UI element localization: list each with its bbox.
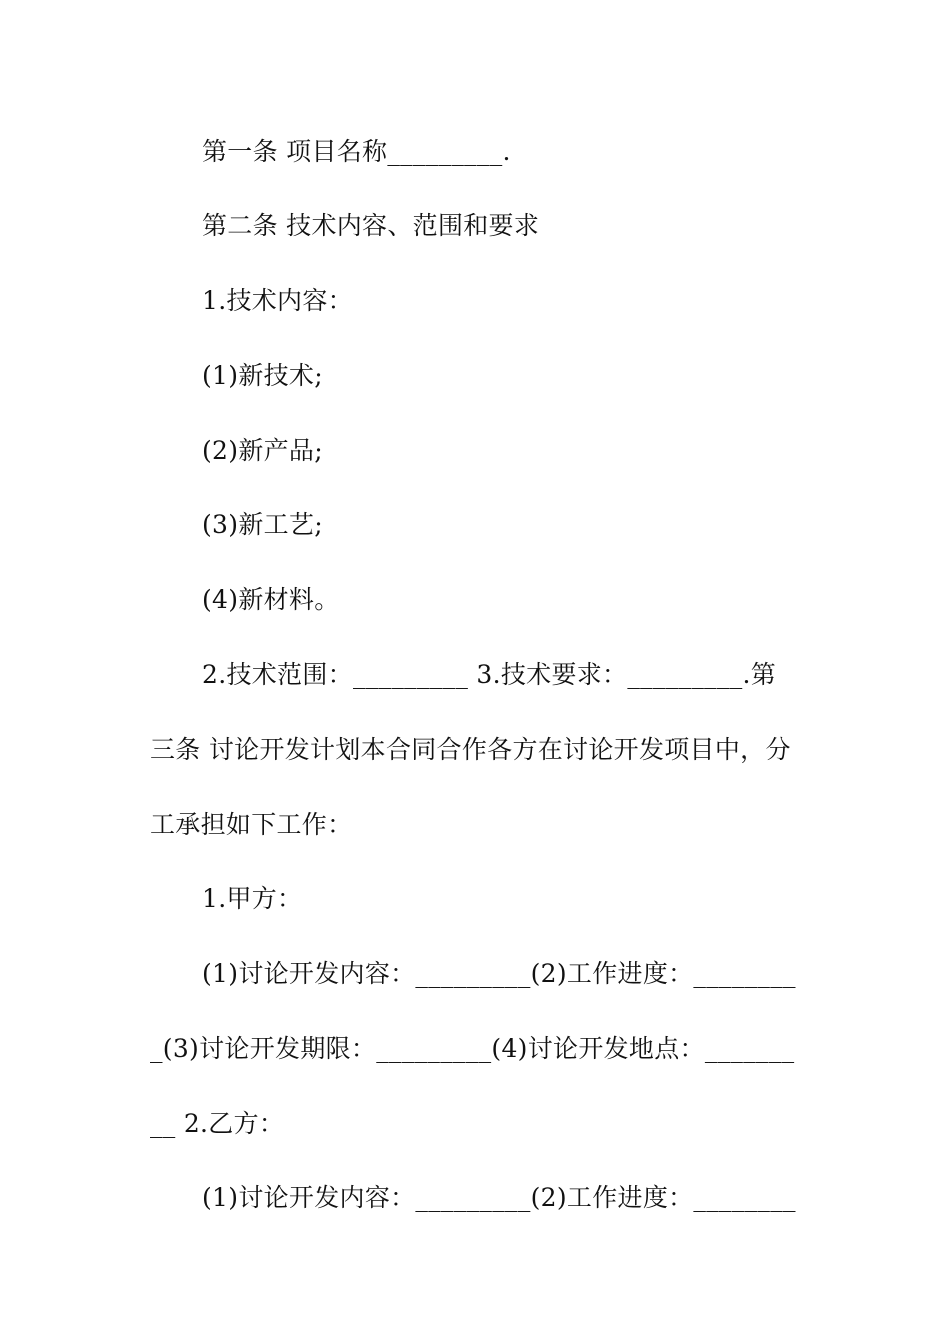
party-b-items-1: (1)讨论开发内容：_________(2)工作进度：________ [202,1183,796,1212]
party-a-items-1: (1)讨论开发内容：_________(2)工作进度：________ [202,959,796,988]
party-a-heading: 1.甲方： [202,884,303,913]
article-2-heading: 第二条 技术内容、范围和要求 [202,211,540,240]
list-item-new-technology: (1)新技术; [202,361,323,390]
list-item-new-material: (4)新材料。 [202,585,340,614]
article-3-text: 三条 讨论开发计划本合同合作各方在讨论开发项目中，分 [150,735,791,764]
article-3-text-cont: 工承担如下工作： [150,810,353,839]
list-item-new-process: (3)新工艺; [202,510,323,539]
party-a-items-2: _(3)讨论开发期限：_________(4)讨论开发地点：_______ [150,1034,795,1063]
article-1-project-name: 第一条 项目名称_________. [202,137,511,166]
party-b-heading: __ 2.乙方： [150,1109,285,1138]
tech-scope-requirements: 2.技术范围：_________ 3.技术要求：_________.第 [202,660,777,689]
list-item-new-product: (2)新产品; [202,436,323,465]
tech-content-heading: 1.技术内容： [202,286,353,315]
